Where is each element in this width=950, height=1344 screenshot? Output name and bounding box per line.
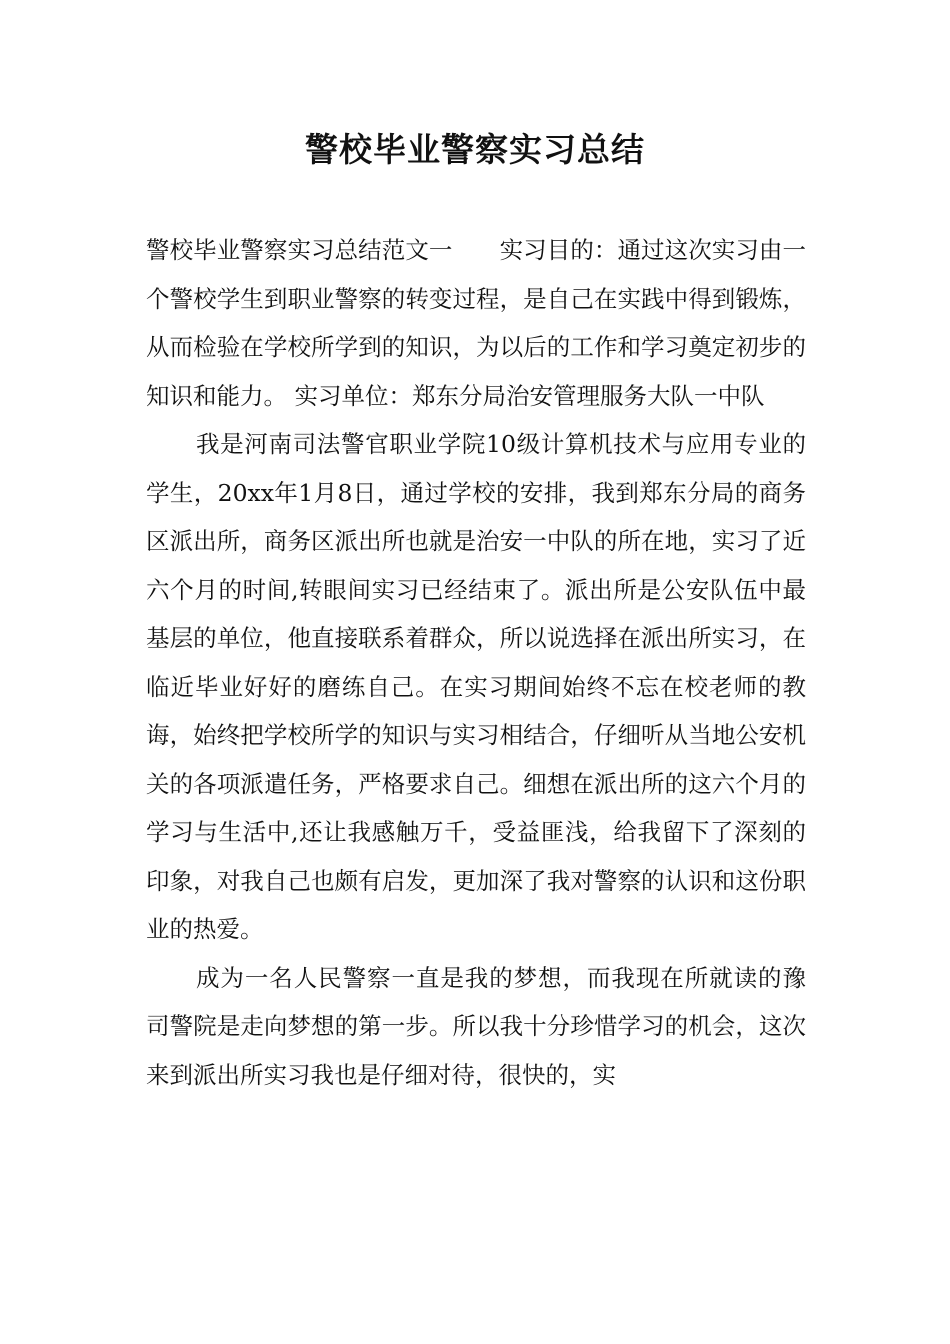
paragraph-internship-background: 我是河南司法警官职业学院10级计算机技术与应用专业的学生，20xx年1月8日，通过学校的安排，我到郑东分局的商务区派出所，商务区派出所也就是治安一中队的所在地，实习了近六个月的时间,转眼间实习已经结束了。派出所是公安队伍中最基层的单位，他直接联系着群众，所以说选择在派出所实习，在临近毕业好好的磨练自己。在实习期间始终不忘在校老师的教诲，始终把学校所学的知识与实习相结合，仔细听从当地公安机关的各项派遣任务，严格要求自己。细想在派出所的这六个月的学习与生活中,还让我感触万千，受益匪浅，给我留下了深刻的印象，对我自己也颇有启发，更加深了我对警察的认识和这份职业的热爱。 [146, 430, 806, 943]
paragraph-dream: 成为一名人民警察一直是我的梦想，而我现在所就读的豫司警院是走向梦想的第一步。所以我十分珍惜学习的机会，这次来到派出所实习我也是仔细对待，很快的，实 [146, 963, 806, 1089]
paragraph-intro: 警校毕业警察实习总结范文一 实习目的：通过这次实习由一个警校学生到职业警察的转变过程，是自己在实践中得到锻炼，从而检验在学校所学到的知识，为以后的工作和学习奠定初步的知识和能力。 实习单位：郑东分局治安管理服务大队一中队 [146, 236, 806, 410]
document-title: 警校毕业警察实习总结 [305, 130, 645, 169]
document-body [146, 226, 806, 1099]
